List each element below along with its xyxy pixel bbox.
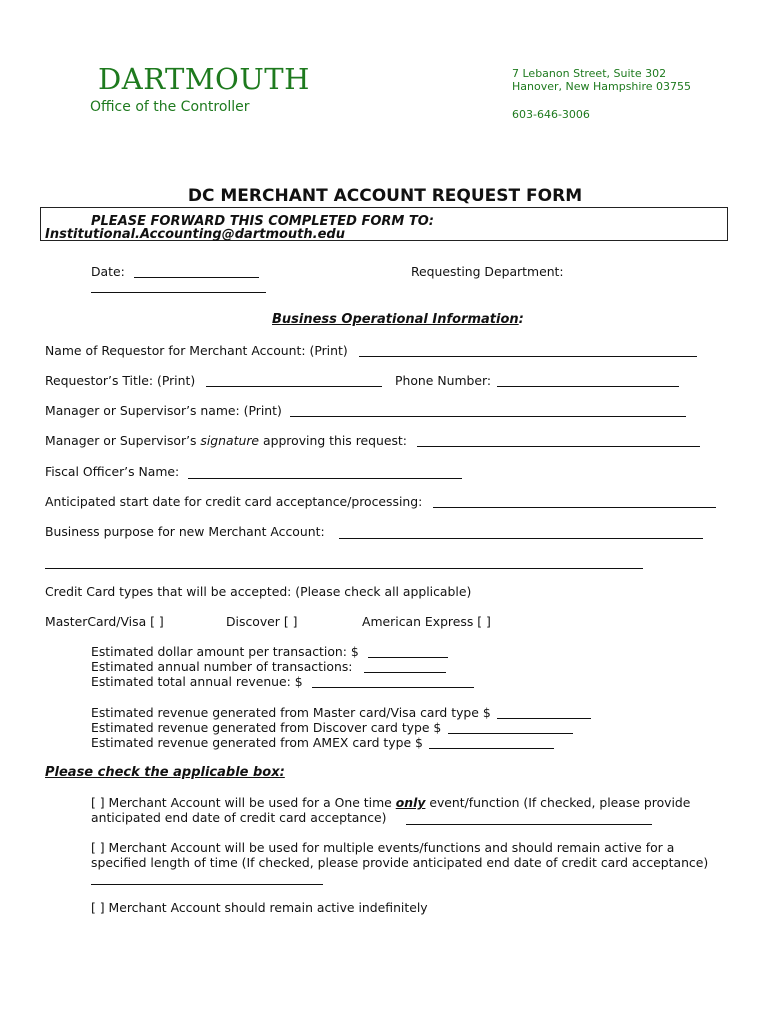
option-multiple-events[interactable]: [ ] Merchant Account will be used for multiple events/functions and should remain active for a: [91, 840, 675, 855]
forward-email[interactable]: Institutional.Accounting@dartmouth.edu: [45, 227, 345, 242]
rev-discover-label: Estimated revenue generated from Discover card type $: [91, 720, 442, 735]
one-time-end-date-field[interactable]: [406, 824, 652, 825]
est-dollar-label: Estimated dollar amount per transaction: $: [91, 644, 359, 659]
card-types-label: Credit Card types that will be accepted: (Please check all applicable): [45, 584, 472, 599]
mastercard-visa-checkbox[interactable]: MasterCard/Visa [ ]: [45, 614, 164, 629]
fiscal-officer-field[interactable]: [188, 478, 462, 479]
business-purpose-label: Business purpose for new Merchant Account:: [45, 524, 325, 539]
est-count-label: Estimated annual number of transactions:: [91, 659, 353, 674]
start-date-label: Anticipated start date for credit card acceptance/processing:: [45, 494, 423, 509]
rev-mc-label: Estimated revenue generated from Master card/Visa card type $: [91, 705, 491, 720]
fiscal-officer-label: Fiscal Officer’s Name:: [45, 464, 180, 479]
rev-amex-label: Estimated revenue generated from AMEX card type $: [91, 735, 423, 750]
date-label: Date:: [91, 264, 125, 279]
multiple-events-end-date-field[interactable]: [91, 884, 323, 885]
date-field[interactable]: [134, 277, 259, 278]
est-total-field[interactable]: [312, 687, 474, 688]
phone-field[interactable]: [497, 386, 679, 387]
discover-checkbox[interactable]: Discover [ ]: [226, 614, 298, 629]
manager-signature-field[interactable]: [417, 446, 700, 447]
office-name: Office of the Controller: [90, 99, 250, 115]
department-label: Requesting Department:: [411, 264, 564, 279]
form-title: DC MERCHANT ACCOUNT REQUEST FORM: [187, 186, 583, 206]
rev-mc-field[interactable]: [497, 718, 591, 719]
option-indefinite[interactable]: [ ] Merchant Account should remain active indefinitely: [91, 900, 428, 915]
dartmouth-logo: DARTMOUTH: [98, 62, 310, 96]
section-title: Business Operational Information:: [272, 312, 524, 327]
department-field[interactable]: [91, 292, 266, 293]
est-dollar-field[interactable]: [368, 657, 448, 658]
business-purpose-field[interactable]: [339, 538, 703, 539]
option-one-time[interactable]: [ ] Merchant Account will be used for a One time only event/function (If checked, please provide: [91, 795, 691, 810]
manager-name-label: Manager or Supervisor’s name: (Print): [45, 403, 282, 418]
option-one-time-line2: anticipated end date of credit card acceptance): [91, 810, 387, 825]
option-multiple-events-line2: specified length of time (If checked, please provide anticipated end date of credit card acceptance): [91, 855, 709, 870]
business-purpose-field-continued[interactable]: [45, 568, 643, 569]
requestor-title-field[interactable]: [206, 386, 382, 387]
est-total-label: Estimated total annual revenue: $: [91, 674, 303, 689]
manager-name-field[interactable]: [290, 416, 686, 417]
rev-discover-field[interactable]: [448, 733, 573, 734]
requestor-title-label: Requestor’s Title: (Print): [45, 373, 196, 388]
check-header: Please check the applicable box:: [45, 765, 285, 780]
start-date-field[interactable]: [433, 507, 716, 508]
amex-checkbox[interactable]: American Express [ ]: [362, 614, 491, 629]
forward-instruction: PLEASE FORWARD THIS COMPLETED FORM TO:: [91, 214, 435, 229]
manager-signature-label: Manager or Supervisor’s signature approving this request:: [45, 433, 407, 448]
rev-amex-field[interactable]: [429, 748, 554, 749]
office-phone: 603-646-3006: [512, 108, 590, 121]
phone-label: Phone Number:: [395, 373, 492, 388]
est-count-field[interactable]: [364, 672, 446, 673]
office-address: 7 Lebanon Street, Suite 302 Hanover, New Hampshire 03755: [512, 67, 692, 93]
requestor-name-field[interactable]: [359, 356, 697, 357]
requestor-name-label: Name of Requestor for Merchant Account: (Print): [45, 343, 348, 358]
